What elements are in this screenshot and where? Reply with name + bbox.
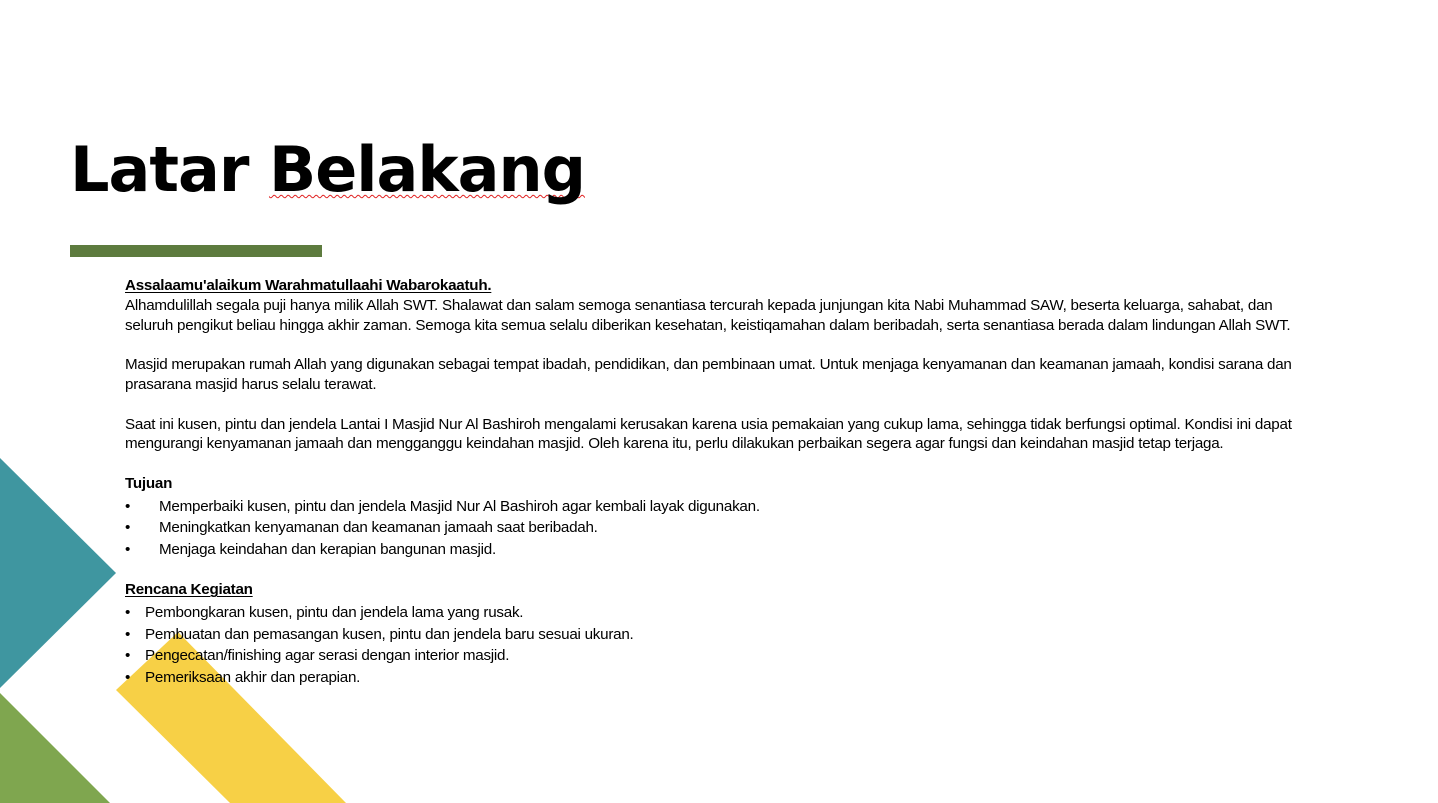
rencana-item-text: Pemeriksaan akhir dan perapian. bbox=[145, 668, 361, 686]
rencana-item-text: Pengecatan/finishing agar serasi dengan interior masjid. bbox=[145, 647, 510, 665]
rencana-item-text: Pembuatan dan pemasangan kusen, pintu dan jendela baru sesuai ukuran. bbox=[145, 625, 634, 643]
slide-title bbox=[70, 128, 585, 212]
tujuan-heading: Tujuan bbox=[125, 475, 173, 493]
title-word-1: Latar bbox=[70, 133, 269, 206]
bullet-icon: • bbox=[125, 647, 131, 665]
greeting-text: Assalaamu'alaikum Warahmatullaahi Wabarokaatuh. bbox=[125, 277, 492, 294]
tujuan-item-text: Memperbaiki kusen, pintu dan jendela Masjid Nur Al Bashiroh agar kembali layak digunakan. bbox=[159, 497, 760, 515]
bullet-icon: • bbox=[125, 519, 131, 537]
list-item bbox=[125, 624, 1315, 646]
bullet-icon: • bbox=[125, 497, 131, 515]
rencana-list bbox=[125, 602, 1315, 688]
paragraph-condition: Saat ini kusen, pintu dan jendela Lantai I Masjid Nur Al Bashiroh mengalami kerusakan karena usia pemakaian yang cukup lama, sehingga tidak berfungsi optimal. Kondisi ini dapat mengurangi kenyamanan jamaah dan mengganggu keindahan masjid. Oleh karena itu, perlu dilakukan perbaikan segera agar fungsi dan keindahan masjid tetap terjaga. bbox=[125, 415, 1292, 453]
list-item bbox=[125, 539, 1315, 561]
bullet-icon: • bbox=[125, 540, 131, 558]
list-item bbox=[125, 667, 1315, 689]
slide-content bbox=[125, 276, 1315, 688]
list-item bbox=[125, 645, 1315, 667]
bullet-icon: • bbox=[125, 668, 131, 686]
bullet-icon: • bbox=[125, 625, 131, 643]
bullet-icon: • bbox=[125, 604, 131, 622]
tujuan-item-text: Menjaga keindahan dan kerapian bangunan masjid. bbox=[159, 540, 496, 558]
list-item bbox=[125, 602, 1315, 624]
paragraph-mosque: Masjid merupakan rumah Allah yang digunakan sebagai tempat ibadah, pendidikan, dan pembinaan umat. Untuk menjaga kenyamanan dan keamanan jamaah, kondisi sarana dan prasarana masjid harus selalu terawat. bbox=[125, 356, 1292, 393]
rencana-heading: Rencana Kegiatan bbox=[125, 581, 253, 599]
tujuan-list bbox=[125, 496, 1315, 561]
rencana-item-text: Pembongkaran kusen, pintu dan jendela lama yang rusak. bbox=[145, 604, 524, 622]
list-item bbox=[125, 517, 1315, 539]
list-item bbox=[125, 496, 1315, 518]
title-accent-bar bbox=[70, 245, 322, 257]
paragraph-intro: Alhamdulillah segala puji hanya milik Allah SWT. Shalawat dan salam semoga senantiasa tercurah kepada junjungan kita Nabi Muhammad SAW, beserta keluarga, sahabat, dan seluruh pengikut beliau hingga akhir zaman. Semoga kita semua selalu diberikan kesehatan, keistiqamahan dalam beribadah, serta senantiasa berada dalam lindungan Allah SWT. bbox=[125, 296, 1291, 334]
green-triangle-shape bbox=[0, 693, 110, 803]
teal-triangle-shape bbox=[0, 458, 116, 688]
tujuan-item-text: Meningkatkan kenyamanan dan keamanan jamaah saat beribadah. bbox=[159, 519, 598, 537]
title-word-2: Belakang bbox=[268, 133, 585, 206]
